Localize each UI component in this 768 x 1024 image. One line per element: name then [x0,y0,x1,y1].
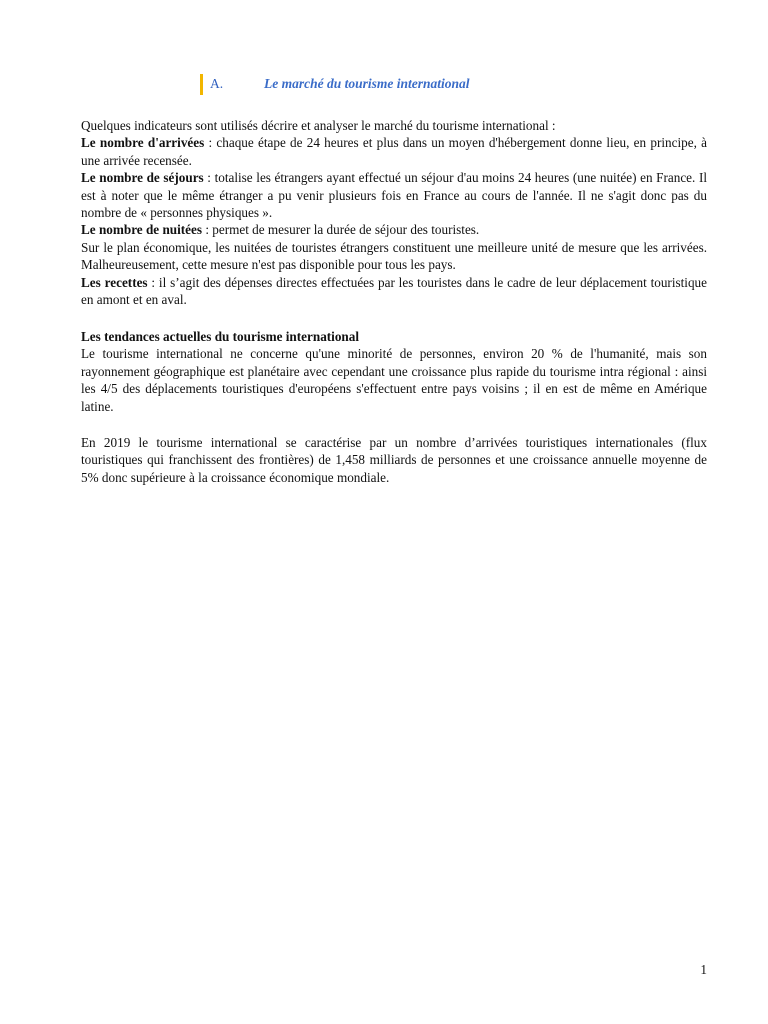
indicator-stays [81,169,707,221]
indicator-receipts-term: Les recettes [81,274,148,290]
stats-2019-paragraph: En 2019 le tourisme international se caractérise par un nombre d’arrivées touristiques internationales (flux touristiques qui franchissent des frontières) de 1,458 milliards de personnes et une croissance annuelle moyenne de 5% donc supérieure à la croissance économique mondiale. [81,435,707,485]
indicator-stays-text: : totalise les étrangers ayant effectué un séjour d'au moins 24 heures (une nuitée) en France. Il est à noter que le même étranger a pu venir plusieurs fois en France au cours de l'année. Il ne s'agit donc pas du nombre de « personnes physiques ». [81,170,708,221]
stats-2019-block [81,434,707,486]
indicator-stays-term: Le nombre de séjours [81,170,204,186]
page-number: 1 [700,962,707,977]
trends-title [81,328,707,345]
indicator-nights-text: : permet de mesurer la durée de séjour des touristes. [202,222,480,238]
indicator-arrivals-term: Le nombre d'arrivées [81,135,205,151]
indicator-arrivals [81,134,707,169]
trends-paragraph: Le tourisme international ne concerne qu'une minorité de personnes, environ 20 % de l'humanité, mais son rayonnement géographique est planétaire avec cependant une croissance plus rapide du tourisme intra régional : ainsi les 4/5 des déplacements touristiques d'européens s'effectuent entre pays voisins ; il en est de même en Amérique latine. [81,346,707,414]
indicators-intro: Quelques indicateurs sont utilisés décrire et analyser le marché du tourisme international : [81,118,556,133]
indicator-nights-term: Le nombre de nuitées [81,222,203,238]
heading-title: Le marché du tourisme international [264,76,470,91]
heading-letter: A. [210,76,224,91]
indicator-receipts-text: : il s’agit des dépenses directes effectuées par les touristes dans le cadre de leur déplacement touristique en amont et en aval. [81,274,707,308]
section-heading [200,73,470,95]
indicator-receipts [81,274,707,309]
indicator-nights [81,221,707,238]
indicators-block [81,117,707,308]
indicator-nights-note: Sur le plan économique, les nuitées de touristes étrangers constituent une meilleure unité de mesure que les arrivées. Malheureusement, cette mesure n'est pas disponible pour tous les pays. [81,239,707,273]
trends-block [81,328,707,415]
heading-accent-bar [200,74,203,95]
indicator-arrivals-text: : chaque étape de 24 heures et plus dans un moyen d'hébergement donne lieu, en principe, à une arrivée recensée. [81,135,707,168]
trends-title-text: Les tendances actuelles du tourisme international [81,329,360,344]
